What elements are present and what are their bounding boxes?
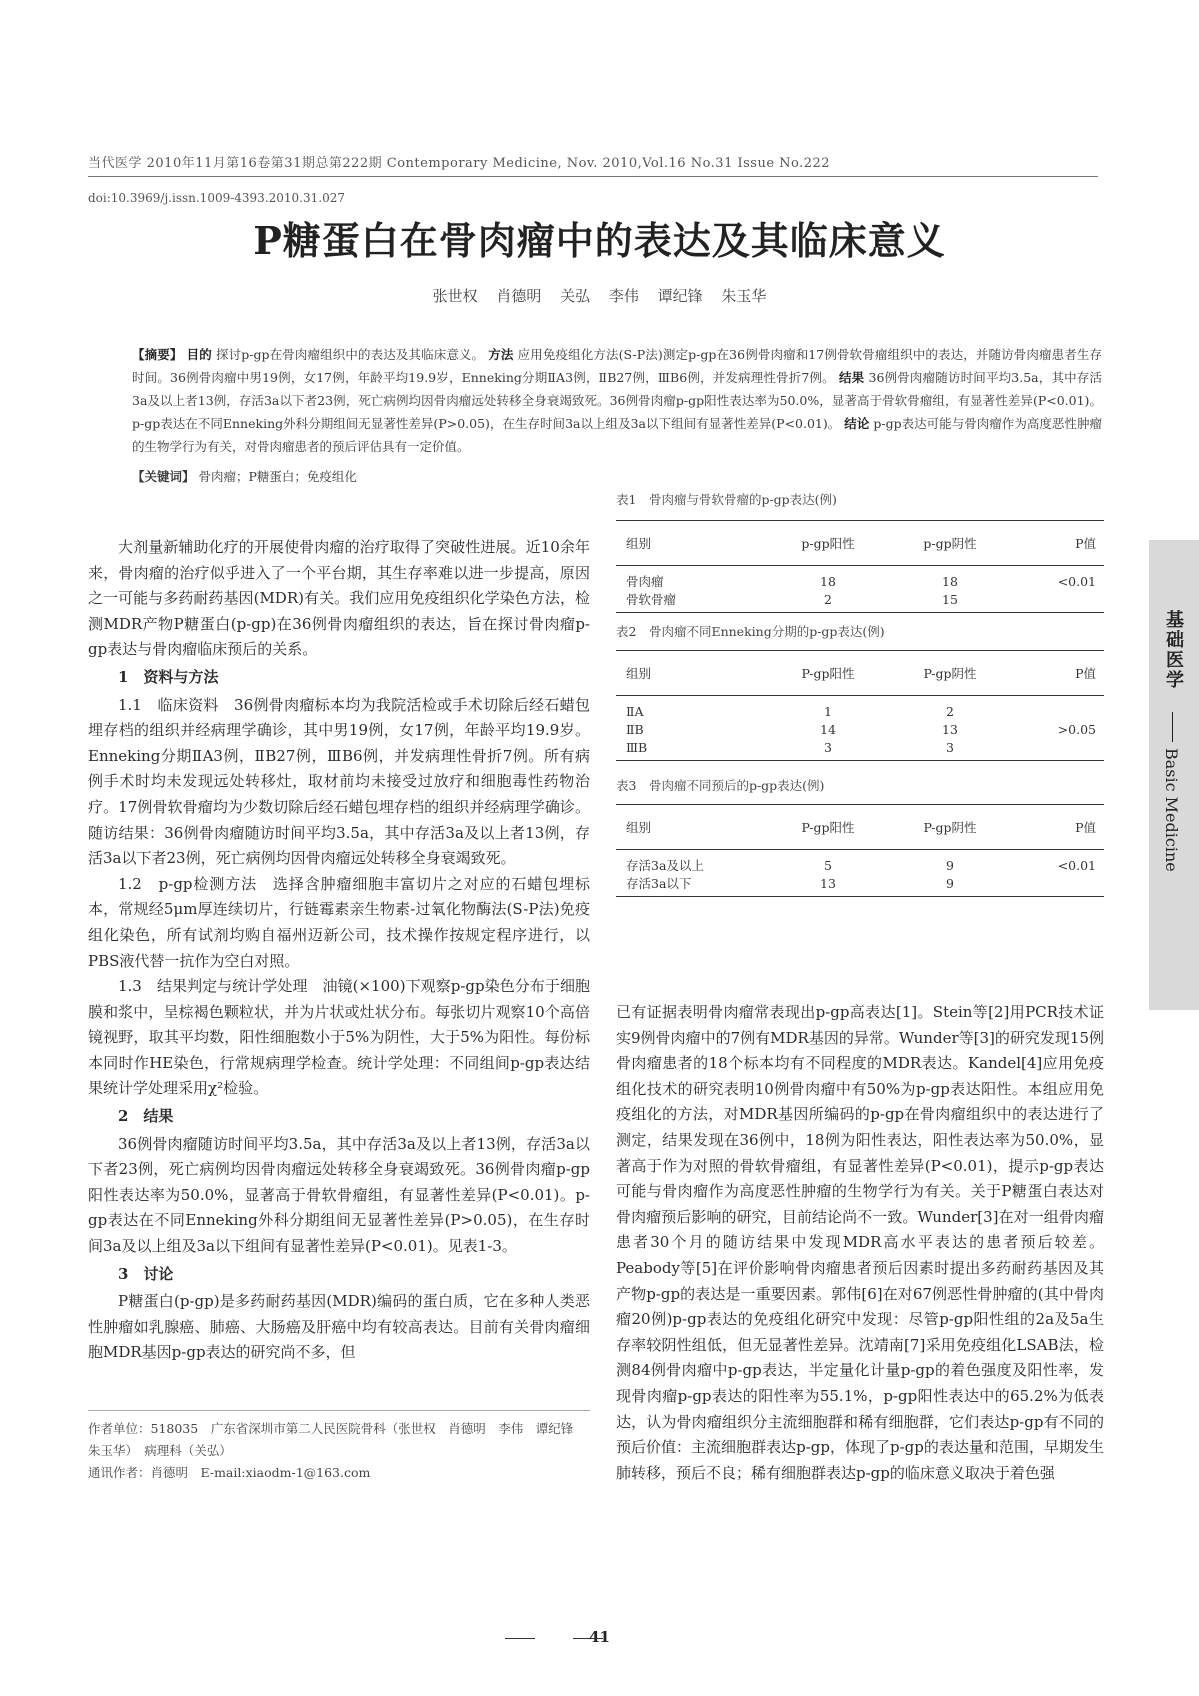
table-1-caption: 表1 骨肉瘤与骨软骨瘤的p-gp表达(例) [616, 492, 837, 507]
table-2-block [616, 622, 1104, 761]
section-heading-2: 2 结果 [118, 1107, 174, 1126]
discussion-continued: 已有证据表明骨肉瘤常表现出p-gp高表达[1]。Stein等[2]用PCR技术证实9例骨肉瘤中的7例有MDR基因的异常。Wunder等[3]的研究发现15例骨肉瘤患者的18个标本均有不同程度的MDR表达。Kandel[4]应用免疫组化技术的研究表明10例骨肉瘤中有50%为p-gp表达阳性。本组应用免疫组化的方法，对MDR基因所编码的p-gp在骨肉瘤组织中的表达进行了测定，结果发现在36例中，18例为阳性表达，阳性表达率为50.0%，显著高于作为对照的骨软骨瘤组，有显著性差异(P<0.01)，提示p-gp表达可能与骨肉瘤作为高度恶性肿瘤的生物学行为有关。关于P糖蛋白表达对骨肉瘤预后影响的研究，目前结论尚不一致。Wunder[3]在对一组骨肉瘤患者30个月的随访结果中发现MDR高水平表达的患者预后较差。Peabody等[5]在评价影响骨肉瘤患者预后因素时提出多药耐药基因及其产物p-gp的表达是一重要因素。郭伟[6]在对67例恶性骨肿瘤的(其中骨肉瘤20例)p-gp表达的免疫组化研究中发现：尽管p-gp阳性组的2a及5a生存率较阴性组低，但无显著性差异。沈靖南[7]采用免疫组化LSAB法，检测84例骨肉瘤中p-gp表达，半定量化计量p-gp的着色强度及阳性率，发现骨肉瘤p-gp表达的阳性率为55.1%，p-gp阳性表达中的65.2%为低表达，认为骨肉瘤组织分主流细胞群和稀有细胞群，它们表达p-gp有不同的预后价值：主流细胞群表达p-gp，体现了p-gp的表达量和范围，早期发生肺转移，预后不良；稀有细胞群表达p-gp的临床意义取决于着色强 [616, 1003, 1104, 1482]
table-row [616, 590, 1104, 613]
table-cell: 3 [767, 738, 889, 761]
table-cell: 存活3a及以上 [626, 858, 704, 873]
section-heading-3: 3 讨论 [118, 1264, 174, 1283]
table-header: 组别 [616, 805, 767, 850]
side-tab-chinese: 基础医学 [1163, 610, 1184, 690]
table-cell [1011, 696, 1104, 721]
table-2 [616, 650, 1104, 761]
table-header: P值 [1011, 521, 1104, 566]
objective-label: 目的 [186, 347, 212, 362]
table-header: P值 [1011, 805, 1104, 850]
table-header: P-gp阳性 [767, 805, 889, 850]
footnote [88, 1418, 590, 1484]
keywords-text: 骨肉瘤；P糖蛋白；免疫组化 [198, 469, 357, 484]
table-row [616, 850, 1104, 875]
intro-paragraph: 大剂量新辅助化疗的开展使骨肉瘤的治疗取得了突破性进展。近10余年来，骨肉瘤的治疗似乎进入了一个平台期，其生存率难以进一步提高，原因之一可能与多药耐药基因(MDR)有关。我们应用免疫组织化学染色方法，检测MDR产物P糖蛋白(p-gp)在36例骨肉瘤组织的表达，旨在探讨骨肉瘤p-gp表达与骨肉瘤临床预后的关系。 [88, 538, 590, 659]
page-number: 41 [589, 1628, 610, 1646]
table-cell: 15 [889, 590, 1011, 613]
table-3 [616, 804, 1104, 897]
table-cell: 9 [946, 857, 954, 873]
table-cell: ⅡA [626, 703, 644, 719]
table-header: 组别 [616, 521, 767, 566]
abstract-label: 【摘要】 [132, 347, 183, 362]
table-row [616, 720, 1104, 738]
page-number-rule-right [573, 1638, 603, 1639]
table-header: p-gp阴性 [889, 521, 1011, 566]
table-1-block [616, 490, 1104, 613]
footnote-correspondence: 通讯作者：肖德明 E-mail:xiaodm-1@163.com [88, 1465, 371, 1480]
table-3-caption: 表3 骨肉瘤不同预后的p-gp表达(例) [616, 778, 825, 793]
table-cell: 骨软骨瘤 [616, 590, 767, 613]
side-tab-english: Basic Medicine [1162, 748, 1181, 872]
table-cell: 2 [946, 703, 954, 719]
methods-label: 方法 [488, 347, 514, 362]
table-cell: 5 [824, 857, 832, 873]
table-cell [1011, 590, 1104, 613]
keywords [132, 467, 1102, 485]
journal-header: 当代医学 2010年11月第16卷第31期总第222期 Contemporary Medicine, Nov. 2010,Vol.16 No.31 Issue No.222 [88, 156, 831, 171]
results-text: 36例骨肉瘤随访时间平均3.5a，其中存活3a及以上者13例，存活3a以下者23例，死亡病例均因骨肉瘤远处转移全身衰竭致死。36例骨肉瘤p-gp阳性表达率为50.0%，显著高于骨软骨瘤组，有显著性差异(P<0.01)。p-gp表达在不同Enneking外科分期组间无显著性差异(P>0.05)，在生存时间3a以上组及3a以下组间有显著性差异(P<0.01)。 [132, 370, 1102, 431]
table-header: P-gp阴性 [889, 805, 1011, 850]
table-header: p-gp阳性 [767, 521, 889, 566]
table-3-block [616, 776, 1104, 897]
table-cell: 3 [889, 738, 1011, 761]
table-cell: 存活3a以下 [616, 874, 767, 897]
footnote-affiliation: 作者单位：518035 广东省深圳市第二人民医院骨科（张世权 肖德明 李伟 谭纪锋 朱玉华） 病理科（关弘） [88, 1421, 586, 1458]
side-tab-divider [1172, 712, 1173, 742]
table-cell: 13 [942, 721, 958, 737]
header-rule [88, 176, 1098, 177]
table-2-caption: 表2 骨肉瘤不同Enneking分期的p-gp表达(例) [616, 624, 885, 639]
table-row [616, 738, 1104, 761]
authors: 张世权 肖德明 关弘 李伟 谭纪锋 朱玉华 [432, 287, 767, 305]
table-cell: 2 [767, 590, 889, 613]
table-cell: ⅡB [626, 721, 644, 737]
table-row [616, 696, 1104, 721]
table-header: P-gp阴性 [889, 651, 1011, 696]
conclusion-label: 结论 [844, 416, 870, 431]
left-column [88, 535, 590, 1366]
abstract [132, 343, 1102, 458]
paragraph-3: P糖蛋白(p-gp)是多药耐药基因(MDR)编码的蛋白质，它在多种人类恶性肿瘤如乳腺癌、肺癌、大肠癌及肝癌中均有较高表达。目前有关骨肉瘤细胞MDR基因p-gp表达的研究尚不多，但 [88, 1292, 590, 1362]
table-cell: ⅢB [616, 738, 767, 761]
table-1 [616, 520, 1104, 613]
table-cell: 18 [820, 573, 836, 589]
article-title: P糖蛋白在骨肉瘤中的表达及其临床意义 [253, 218, 946, 263]
table-cell: 18 [942, 573, 958, 589]
table-header: P-gp阳性 [767, 651, 889, 696]
table-cell: <0.01 [1057, 857, 1096, 873]
table-row [616, 566, 1104, 591]
paragraph-1-2: 1.2 p-gp检测方法 选择含肿瘤细胞丰富切片之对应的石蜡包埋标本，常规经5μm厚连续切片，行链霉素亲生物素-过氧化物酶法(S-P法)免疫组化染色，所有试剂均购自福州迈新公司，技术操作按规定程序进行，以PBS液代替一抗作为空白对照。 [88, 874, 590, 970]
right-column [616, 1000, 1104, 1486]
table-cell: 13 [767, 874, 889, 897]
keywords-label: 【关键词】 [132, 469, 195, 484]
table-cell: <0.01 [1057, 573, 1096, 589]
table-cell: 骨肉瘤 [626, 574, 664, 589]
doi: doi:10.3969/j.issn.1009-4393.2010.31.027 [88, 191, 345, 205]
table-row [616, 874, 1104, 897]
results-label: 结果 [839, 370, 865, 385]
section-heading-1: 1 资料与方法 [118, 667, 219, 686]
footnote-rule [88, 1410, 590, 1411]
paragraph-1-3: 1.3 结果判定与统计学处理 油镜(×100)下观察p-gp染色分布于细胞膜和浆中，呈棕褐色颗粒状，并为片状或灶状分布。每张切片观察10个高倍镜视野，取其平均数，阳性细胞数小于5%为阴性，大于5%为阳性。每份标本同时作HE染色，行常规病理学检查。统计学处理：不同组间p-gp表达结果统计学处理采用χ²检验。 [88, 977, 590, 1098]
table-cell [1011, 738, 1104, 761]
table-cell: >0.05 [1057, 721, 1096, 737]
table-cell [1011, 874, 1104, 897]
objective-text: 探讨p-gp在骨肉瘤组织中的表达及其临床意义。 [215, 347, 485, 362]
table-header: 组别 [616, 651, 767, 696]
table-cell: 1 [824, 703, 832, 719]
table-cell: 9 [889, 874, 1011, 897]
table-header: P值 [1011, 651, 1104, 696]
paragraph-2: 36例骨肉瘤随访时间平均3.5a，其中存活3a及以上者13例，存活3a以下者23例，死亡病例均因骨肉瘤远处转移全身衰竭致死。36例骨肉瘤p-gp阳性表达率为50.0%，显著高于骨软骨瘤组，有显著性差异(P<0.01)。p-gp表达在不同Enneking外科分期组间无显著性差异(P>0.05)，在生存时间3a及以上组及3a以下组间有显著性差异(P<0.01)。见表1-3。 [88, 1134, 590, 1256]
methods-text: 应用免疫组化方法(S-P法)测定p-gp在36例骨肉瘤和17例骨软骨瘤组织中的表达，并随访骨肉瘤患者生存时间。36例骨肉瘤中男19例，女17例，年龄平均19.9岁，Enneking分期ⅡA3例，ⅡB27例，ⅢB6例，并发病理性骨折7例。 [132, 347, 1102, 385]
conclusion-text: p-gp表达可能与骨肉瘤作为高度恶性肿瘤的生物学行为有关，对骨肉瘤患者的预后评估具有一定价值。 [132, 416, 1102, 454]
paragraph-1-1: 1.1 临床资料 36例骨肉瘤标本均为我院活检或手术切除后经石蜡包埋存档的组织并经病理学确诊，其中男19例，女17例，年龄平均19.9岁。Enneking分期ⅡA3例，ⅡB27例，ⅢB6例，并发病理性骨折7例。所有病例手术时均未发现远处转移灶，取材前均未接受过放疗和细胞毒性药物治疗。17例骨软骨瘤均为少数切除后经石蜡包埋存档的组织并经病理学确诊。随访结果：36例骨肉瘤随访时间平均3.5a，其中存活3a及以上者13例，存活3a以下者23例，死亡病例均因骨肉瘤远处转移全身衰竭致死。 [88, 695, 590, 868]
table-cell: 14 [820, 721, 836, 737]
